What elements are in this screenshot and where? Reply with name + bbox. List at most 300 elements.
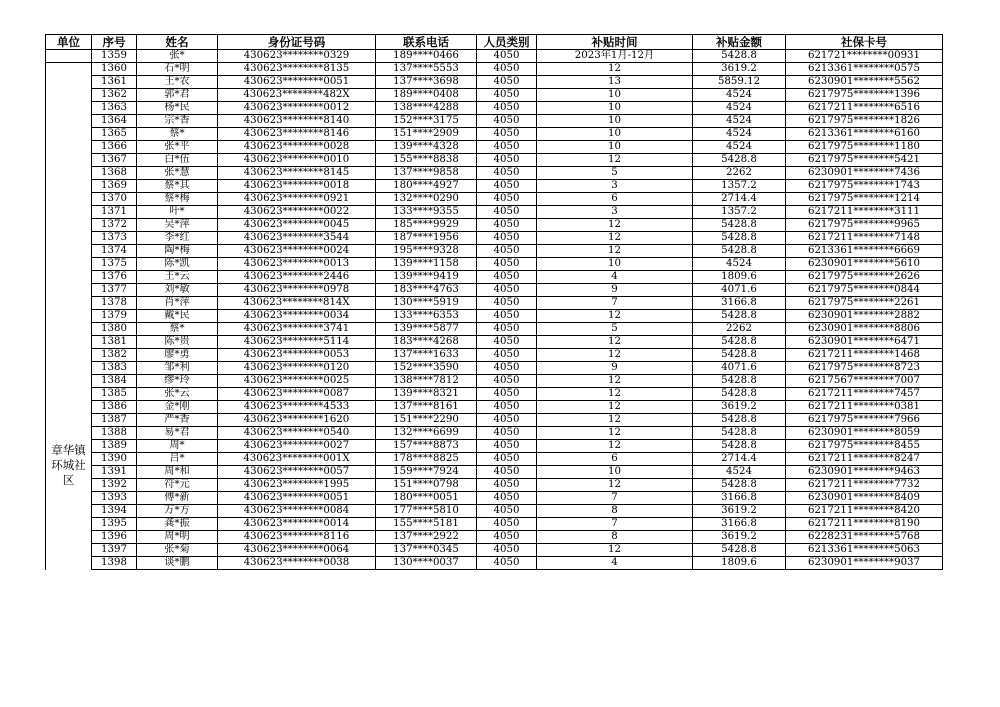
category-cell: 4050 [477,557,537,570]
amount-cell: 5859.12 [693,76,786,89]
table-row [46,479,943,492]
social-card-cell: 6230901********8059 [786,427,943,440]
amount-cell: 5428.8 [693,232,786,245]
phone-cell: 139****9419 [376,271,477,284]
social-card-cell: 6230901********5562 [786,76,943,89]
social-card-cell: 6228231********5768 [786,531,943,544]
table-row [46,349,943,362]
seq-cell: 1385 [92,388,137,401]
social-card-cell: 6217975********7966 [786,414,943,427]
table-row [46,50,943,63]
category-cell: 4050 [477,479,537,492]
table-row [46,518,943,531]
id-number-cell: 430623********0045 [218,219,376,232]
amount-cell: 3619.2 [693,531,786,544]
phone-cell: 185****9929 [376,219,477,232]
seq-cell: 1393 [92,492,137,505]
seq-cell: 1365 [92,128,137,141]
table-row [46,310,943,323]
table-row [46,219,943,232]
social-card-cell: 6217975********5421 [786,154,943,167]
phone-cell: 133****6353 [376,310,477,323]
phone-cell: 130****0037 [376,557,477,570]
social-card-cell: 6217211********1468 [786,349,943,362]
social-card-cell: 6213361********6160 [786,128,943,141]
phone-cell: 130****5919 [376,297,477,310]
table-row [46,115,943,128]
amount-cell: 2262 [693,323,786,336]
social-card-cell: 6217211********8247 [786,453,943,466]
name-cell: 石*明 [137,63,218,76]
seq-cell: 1377 [92,284,137,297]
amount-cell: 5428.8 [693,440,786,453]
id-number-cell: 430623********3741 [218,323,376,336]
social-card-cell: 6217211********7732 [786,479,943,492]
table-body [46,50,943,570]
name-cell: 叶* [137,206,218,219]
subsidy-time-cell: 13 [537,76,693,89]
header-phone: 联系电话 [376,35,477,50]
subsidy-time-cell: 12 [537,479,693,492]
seq-cell: 1360 [92,63,137,76]
amount-cell: 3166.8 [693,518,786,531]
id-number-cell: 430623********0014 [218,518,376,531]
id-number-cell: 430623********0921 [218,193,376,206]
name-cell: 陈*凯 [137,258,218,271]
phone-cell: 183****4763 [376,284,477,297]
id-number-cell: 430623********0329 [218,50,376,63]
name-cell: 郭*君 [137,89,218,102]
category-cell: 4050 [477,271,537,284]
id-number-cell: 430623********0087 [218,388,376,401]
social-card-cell: 6230901********7436 [786,167,943,180]
name-cell: 蔡* [137,128,218,141]
category-cell: 4050 [477,414,537,427]
header-unit: 单位 [46,35,92,50]
phone-cell: 137****9858 [376,167,477,180]
category-cell: 4050 [477,102,537,115]
header-subsidy-amount: 补贴金额 [693,35,786,50]
category-cell: 4050 [477,232,537,245]
id-number-cell: 430623********0013 [218,258,376,271]
name-cell: 吴*萍 [137,219,218,232]
id-number-cell: 430623********0057 [218,466,376,479]
category-cell: 4050 [477,544,537,557]
seq-cell: 1368 [92,167,137,180]
seq-cell: 1366 [92,141,137,154]
phone-cell: 187****1956 [376,232,477,245]
id-number-cell: 430623********0038 [218,557,376,570]
subsidy-time-cell: 10 [537,102,693,115]
amount-cell: 1809.6 [693,557,786,570]
social-card-cell: 6230901********8806 [786,323,943,336]
seq-cell: 1391 [92,466,137,479]
social-card-cell: 6217975********2626 [786,271,943,284]
table-row [46,531,943,544]
amount-cell: 3619.2 [693,63,786,76]
category-cell: 4050 [477,388,537,401]
category-cell: 4050 [477,154,537,167]
id-number-cell: 430623********0978 [218,284,376,297]
name-cell: 王*农 [137,76,218,89]
seq-cell: 1374 [92,245,137,258]
social-card-cell: 6217975********1826 [786,115,943,128]
amount-cell: 5428.8 [693,219,786,232]
amount-cell: 4524 [693,141,786,154]
phone-cell: 137****0345 [376,544,477,557]
subsidy-time-cell: 12 [537,232,693,245]
amount-cell: 5428.8 [693,349,786,362]
seq-cell: 1380 [92,323,137,336]
table-row [46,544,943,557]
name-cell: 缪*玲 [137,375,218,388]
seq-cell: 1363 [92,102,137,115]
amount-cell: 5428.8 [693,388,786,401]
phone-cell: 132****0290 [376,193,477,206]
social-card-cell: 6217975********1396 [786,89,943,102]
subsidy-time-cell: 12 [537,440,693,453]
phone-cell: 180****0051 [376,492,477,505]
subsidy-time-cell: 12 [537,427,693,440]
amount-cell: 4524 [693,89,786,102]
seq-cell: 1386 [92,401,137,414]
seq-cell: 1371 [92,206,137,219]
id-number-cell: 430623********4533 [218,401,376,414]
name-cell: 金*刚 [137,401,218,414]
name-cell: 刘*敏 [137,284,218,297]
name-cell: 张*菊 [137,544,218,557]
id-number-cell: 430623********5114 [218,336,376,349]
category-cell: 4050 [477,76,537,89]
amount-cell: 1809.6 [693,271,786,284]
table-row [46,375,943,388]
category-cell: 4050 [477,518,537,531]
name-cell: 张*平 [137,141,218,154]
phone-cell: 189****0466 [376,50,477,63]
social-card-cell: 621721********00931 [786,50,943,63]
id-number-cell: 430623********0010 [218,154,376,167]
subsidy-time-cell: 4 [537,271,693,284]
seq-cell: 1375 [92,258,137,271]
table-row [46,63,943,76]
phone-cell: 139****1158 [376,258,477,271]
table-row [46,76,943,89]
header-name: 姓名 [137,35,218,50]
subsidy-time-cell: 7 [537,492,693,505]
subsidy-time-cell: 7 [537,518,693,531]
seq-cell: 1390 [92,453,137,466]
amount-cell: 2714.4 [693,453,786,466]
phone-cell: 159****7924 [376,466,477,479]
table-row [46,284,943,297]
seq-cell: 1370 [92,193,137,206]
category-cell: 4050 [477,505,537,518]
seq-cell: 1378 [92,297,137,310]
name-cell: 傅*新 [137,492,218,505]
social-card-cell: 6230901********6471 [786,336,943,349]
phone-cell: 151****2290 [376,414,477,427]
seq-cell: 1373 [92,232,137,245]
social-card-cell: 6217211********7148 [786,232,943,245]
seq-cell: 1384 [92,375,137,388]
subsidy-time-cell: 9 [537,284,693,297]
category-cell: 4050 [477,401,537,414]
phone-cell: 155****5181 [376,518,477,531]
social-card-cell: 6217975********1180 [786,141,943,154]
subsidy-time-cell: 7 [537,297,693,310]
seq-cell: 1361 [92,76,137,89]
category-cell: 4050 [477,466,537,479]
name-cell: 廖*勇 [137,349,218,362]
amount-cell: 3166.8 [693,492,786,505]
id-number-cell: 430623********8135 [218,63,376,76]
phone-cell: 137****8161 [376,401,477,414]
amount-cell: 5428.8 [693,310,786,323]
category-cell: 4050 [477,141,537,154]
id-number-cell: 430623********0022 [218,206,376,219]
subsidy-time-cell: 5 [537,323,693,336]
header-social-card: 社保卡号 [786,35,943,50]
name-cell: 谈*鹏 [137,557,218,570]
social-card-cell: 6217211********8420 [786,505,943,518]
category-cell: 4050 [477,245,537,258]
id-number-cell: 430623********8140 [218,115,376,128]
table-row [46,401,943,414]
subsidy-time-cell: 12 [537,336,693,349]
seq-cell: 1383 [92,362,137,375]
seq-cell: 1395 [92,518,137,531]
header-seq: 序号 [92,35,137,50]
name-cell: 周* [137,440,218,453]
amount-cell: 3166.8 [693,297,786,310]
id-number-cell: 430623********0025 [218,375,376,388]
category-cell: 4050 [477,310,537,323]
seq-cell: 1381 [92,336,137,349]
subsidy-time-cell: 12 [537,219,693,232]
table-row [46,180,943,193]
table-row [46,167,943,180]
amount-cell: 3619.2 [693,401,786,414]
table-row [46,323,943,336]
id-number-cell: 430623********1620 [218,414,376,427]
category-cell: 4050 [477,336,537,349]
subsidy-time-cell: 12 [537,310,693,323]
social-card-cell: 6217567********7007 [786,375,943,388]
name-cell: 王*云 [137,271,218,284]
name-cell: 吕* [137,453,218,466]
name-cell: 严*香 [137,414,218,427]
subsidy-time-cell: 3 [537,206,693,219]
name-cell: 陶*梅 [137,245,218,258]
social-card-cell: 6230901********5610 [786,258,943,271]
social-card-cell: 6213361********0575 [786,63,943,76]
category-cell: 4050 [477,453,537,466]
seq-cell: 1394 [92,505,137,518]
category-cell: 4050 [477,193,537,206]
id-number-cell: 430623********001X [218,453,376,466]
social-card-cell: 6230901********9037 [786,557,943,570]
header-subsidy-time: 补贴时间 [537,35,693,50]
table-row [46,336,943,349]
name-cell: 张*慧 [137,167,218,180]
id-number-cell: 430623********0018 [218,180,376,193]
seq-cell: 1392 [92,479,137,492]
name-cell: 张*云 [137,388,218,401]
subsidy-time-cell: 4 [537,557,693,570]
subsidy-time-cell: 12 [537,349,693,362]
table-row [46,141,943,154]
social-card-cell: 6217975********1743 [786,180,943,193]
name-cell: 万*方 [137,505,218,518]
social-card-cell: 6230901********9463 [786,466,943,479]
seq-cell: 1379 [92,310,137,323]
social-card-cell: 6213361********5063 [786,544,943,557]
id-number-cell: 430623********8145 [218,167,376,180]
name-cell: 白*伍 [137,154,218,167]
name-cell: 宗*香 [137,115,218,128]
name-cell: 周*明 [137,531,218,544]
table-row [46,271,943,284]
seq-cell: 1389 [92,440,137,453]
phone-cell: 138****7812 [376,375,477,388]
table-row [46,388,943,401]
id-number-cell: 430623********482X [218,89,376,102]
social-card-cell: 6217211********0381 [786,401,943,414]
amount-cell: 5428.8 [693,154,786,167]
table-row [46,557,943,570]
phone-cell: 152****3175 [376,115,477,128]
id-number-cell: 430623********0034 [218,310,376,323]
category-cell: 4050 [477,531,537,544]
phone-cell: 152****3590 [376,362,477,375]
phone-cell: 137****2922 [376,531,477,544]
category-cell: 4050 [477,219,537,232]
amount-cell: 5428.8 [693,50,786,63]
social-card-cell: 6230901********2882 [786,310,943,323]
name-cell: 龚*振 [137,518,218,531]
phone-cell: 151****2909 [376,128,477,141]
category-cell: 4050 [477,258,537,271]
social-card-cell: 6217975********9965 [786,219,943,232]
subsidy-time-cell: 12 [537,414,693,427]
amount-cell: 5428.8 [693,479,786,492]
id-number-cell: 430623********8146 [218,128,376,141]
social-card-cell: 6217975********1214 [786,193,943,206]
amount-cell: 4071.6 [693,284,786,297]
category-cell: 4050 [477,180,537,193]
seq-cell: 1372 [92,219,137,232]
category-cell: 4050 [477,167,537,180]
subsidy-time-cell: 10 [537,115,693,128]
subsidy-time-cell: 12 [537,245,693,258]
table-row [46,193,943,206]
table-header-row [46,35,943,50]
unit-cell: 章华镇环城社区 [46,63,92,570]
subsidy-time-cell: 9 [537,362,693,375]
category-cell: 4050 [477,297,537,310]
subsidy-time-cell: 8 [537,505,693,518]
category-cell: 4050 [477,89,537,102]
name-cell: 杨*民 [137,102,218,115]
phone-cell: 139****5877 [376,323,477,336]
category-cell: 4050 [477,206,537,219]
social-card-cell: 6217211********3111 [786,206,943,219]
subsidy-table [45,34,943,570]
name-cell: 肖*萍 [137,297,218,310]
subsidy-time-cell: 12 [537,375,693,388]
table-row [46,414,943,427]
id-number-cell: 430623********0540 [218,427,376,440]
seq-cell: 1362 [92,89,137,102]
table-row [46,245,943,258]
table-row [46,154,943,167]
table-row [46,505,943,518]
name-cell: 蔡* [137,323,218,336]
table-row [46,232,943,245]
category-cell: 4050 [477,128,537,141]
category-cell: 4050 [477,440,537,453]
name-cell: 陈*贵 [137,336,218,349]
category-cell: 4050 [477,284,537,297]
subsidy-time-cell: 12 [537,544,693,557]
subsidy-time-cell: 10 [537,89,693,102]
phone-cell: 195****9328 [376,245,477,258]
subsidy-time-cell: 10 [537,128,693,141]
seq-cell: 1387 [92,414,137,427]
amount-cell: 5428.8 [693,245,786,258]
phone-cell: 132****6699 [376,427,477,440]
seq-cell: 1396 [92,531,137,544]
name-cell: 李*红 [137,232,218,245]
amount-cell: 5428.8 [693,375,786,388]
id-number-cell: 430623********0024 [218,245,376,258]
phone-cell: 178****8825 [376,453,477,466]
social-card-cell: 6217975********2261 [786,297,943,310]
amount-cell: 5428.8 [693,544,786,557]
subsidy-time-cell: 12 [537,388,693,401]
amount-cell: 5428.8 [693,336,786,349]
seq-cell: 1369 [92,180,137,193]
category-cell: 4050 [477,349,537,362]
seq-cell: 1376 [92,271,137,284]
social-card-cell: 6217211********8190 [786,518,943,531]
seq-cell: 1397 [92,544,137,557]
subsidy-time-cell: 12 [537,154,693,167]
amount-cell: 5428.8 [693,427,786,440]
category-cell: 4050 [477,323,537,336]
social-card-cell: 6217211********6516 [786,102,943,115]
id-number-cell: 430623********0084 [218,505,376,518]
id-number-cell: 430623********0028 [218,141,376,154]
category-cell: 4050 [477,375,537,388]
category-cell: 4050 [477,63,537,76]
phone-cell: 157****8873 [376,440,477,453]
table-row [46,102,943,115]
header-id-number: 身份证号码 [218,35,376,50]
phone-cell: 138****4288 [376,102,477,115]
amount-cell: 1357.2 [693,206,786,219]
id-number-cell: 430623********0051 [218,76,376,89]
category-cell: 4050 [477,492,537,505]
social-card-cell: 6217975********8723 [786,362,943,375]
amount-cell: 4524 [693,466,786,479]
subsidy-time-cell: 10 [537,141,693,154]
amount-cell: 1357.2 [693,180,786,193]
header-category: 人员类别 [477,35,537,50]
social-card-cell: 6230901********8409 [786,492,943,505]
table-row [46,297,943,310]
table-row [46,206,943,219]
